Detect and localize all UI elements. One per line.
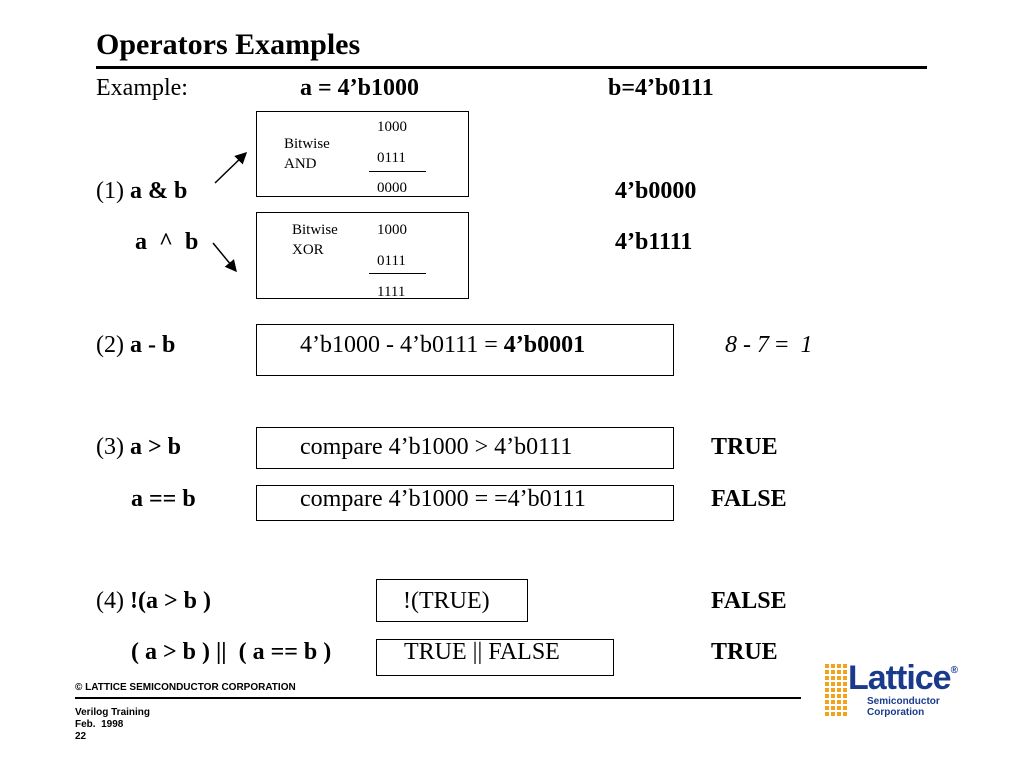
footer-copyright: © LATTICE SEMICONDUCTOR CORPORATION	[75, 682, 296, 693]
not-calc: !(TRUE)	[403, 588, 490, 614]
example-4-expr-not	[96, 588, 211, 615]
b-definition: b=4’b0111	[608, 75, 714, 101]
example-3-number: (3)	[96, 434, 124, 460]
and-operand2: 0111	[377, 150, 406, 166]
result-xor: 4’b1111	[615, 229, 693, 255]
decimal-rhs: 7	[757, 332, 769, 358]
compare-gt-calc: compare 4’b1000 > 4’b0111	[300, 434, 573, 460]
logo-registered: ®	[950, 665, 957, 676]
logo-name: Lattice	[848, 659, 951, 697]
expr-not: !(a > b )	[129, 588, 211, 614]
footer-date: Feb. 1998	[75, 719, 124, 730]
a-definition: a = 4’b1000	[300, 75, 420, 101]
expr-equal: a == b	[131, 486, 196, 512]
logo-wordmark	[848, 659, 957, 698]
decimal-lhs: 8	[725, 332, 737, 358]
result-equal: FALSE	[711, 486, 787, 512]
lattice-dots-icon	[825, 664, 847, 718]
xor-op-line2: XOR	[292, 242, 324, 258]
decimal-result: 1	[800, 332, 813, 358]
arrow-to-xor-box	[213, 243, 236, 271]
logo-sub2: Corporation	[867, 707, 925, 718]
example-1-expr-and	[96, 178, 187, 205]
arrow-to-and-box	[215, 153, 246, 183]
footer-course: Verilog Training	[75, 707, 151, 718]
example-3-expr-gt	[96, 434, 181, 461]
expr-greater: a > b	[129, 434, 182, 460]
result-or: TRUE	[711, 639, 778, 665]
footer-rule	[75, 697, 801, 699]
xor-operand2: 0111	[377, 253, 406, 269]
xor-op-line1: Bitwise	[292, 222, 338, 238]
expr-or: ( a > b ) || ( a == b )	[131, 639, 332, 665]
compare-eq-calc: compare 4’b1000 = =4’b0111	[300, 486, 586, 512]
and-result: 0000	[377, 180, 407, 196]
subtract-calc-text: 4’b1000 - 4’b0111 =	[300, 332, 504, 358]
example-4-number: (4)	[96, 588, 124, 614]
expr-xor: a ^ b	[135, 229, 199, 255]
result-and: 4’b0000	[615, 178, 697, 204]
xor-operand1: 1000	[377, 222, 407, 238]
expr-and: a & b	[129, 178, 188, 204]
example-2-number: (2)	[96, 332, 124, 358]
subtract-calc-result: 4’b0001	[503, 332, 586, 358]
decimal-equivalent	[725, 332, 813, 359]
subtract-calc	[300, 332, 585, 359]
decimal-eq: =	[769, 332, 801, 358]
and-op-line2: AND	[284, 156, 317, 172]
result-greater: TRUE	[711, 434, 778, 460]
footer-page-number: 22	[75, 731, 87, 742]
result-not: FALSE	[711, 588, 787, 614]
lattice-logo	[825, 659, 965, 718]
decimal-op: -	[737, 332, 757, 358]
or-calc: TRUE || FALSE	[404, 639, 560, 665]
expr-subtract: a - b	[129, 332, 176, 358]
logo-sub1: Semiconductor	[867, 696, 940, 707]
and-op-line1: Bitwise	[284, 136, 330, 152]
example-label: Example:	[96, 75, 188, 101]
and-operand1: 1000	[377, 119, 407, 135]
xor-result: 1111	[377, 284, 406, 300]
example-2-expr	[96, 332, 175, 359]
page-title: Operators Examples	[96, 28, 361, 61]
example-1-number: (1)	[96, 178, 124, 204]
